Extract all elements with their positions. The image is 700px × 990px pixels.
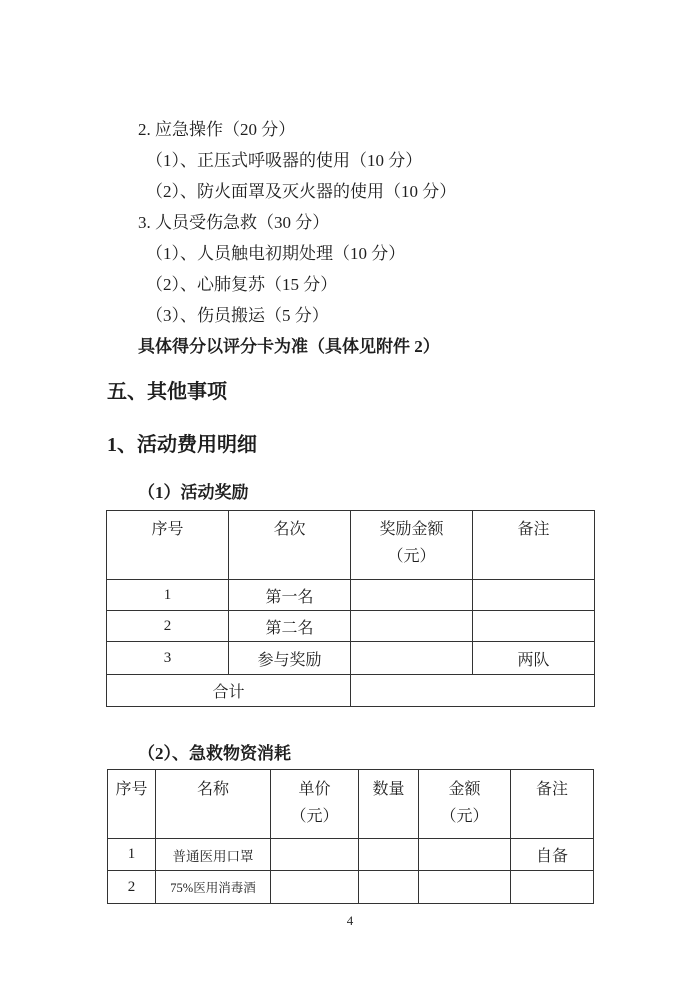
header-label: 金额 <box>448 781 481 798</box>
table-row <box>108 871 594 904</box>
outline-subitem: （3）、伤员搬运（5 分） <box>146 306 329 325</box>
award-table-title: （1）活动奖励 <box>138 483 249 502</box>
header-unit <box>108 803 155 830</box>
header-unit <box>156 803 270 830</box>
outline-item: 3. 人员受伤急救（30 分） <box>138 213 330 232</box>
cell-price <box>271 839 359 871</box>
supplies-header-price <box>271 770 359 839</box>
header-label: 序号 <box>115 781 148 798</box>
outline-subitem: （1）、人员触电初期处理（10 分） <box>146 244 406 263</box>
award-header-amount <box>351 511 473 580</box>
table-row <box>107 642 595 675</box>
page-number: 4 <box>346 913 354 928</box>
header-label: 备注 <box>535 781 568 798</box>
supplies-header-no <box>108 770 156 839</box>
cell-name: 75%医用消毒酒 <box>156 871 271 904</box>
supplies-table-title: （2）、急救物资消耗 <box>138 744 291 763</box>
outline-item: 2. 应急操作（20 分） <box>138 120 296 139</box>
supplies-table <box>107 769 594 904</box>
header-unit: （元） <box>387 548 436 565</box>
cell-amount <box>419 839 511 871</box>
header-label: 备注 <box>517 521 550 538</box>
header-unit <box>107 543 228 570</box>
cell-no: 2 <box>107 611 229 642</box>
cell-qty <box>359 839 419 871</box>
supplies-header-row <box>108 770 594 839</box>
outline-subitem: （2）、防火面罩及灭火器的使用（10 分） <box>146 182 457 201</box>
supplies-header-amount <box>419 770 511 839</box>
award-header-row <box>107 511 595 580</box>
cell-rank: 第一名 <box>229 580 351 611</box>
cell-no: 2 <box>108 871 156 904</box>
cell-amount <box>351 580 473 611</box>
cell-note: 两队 <box>473 642 595 675</box>
header-label: 奖励金额 <box>379 521 444 538</box>
cell-no: 1 <box>107 580 229 611</box>
table-row <box>107 580 595 611</box>
cell-note <box>473 611 595 642</box>
total-value <box>351 675 595 707</box>
header-unit <box>359 803 418 830</box>
header-label: 数量 <box>372 781 405 798</box>
cell-note: 自备 <box>511 839 594 871</box>
supplies-header-name <box>156 770 271 839</box>
cell-rank: 参与奖励 <box>229 642 351 675</box>
subsection-heading: 1、活动费用明细 <box>107 434 257 456</box>
header-unit <box>473 543 594 570</box>
award-table <box>106 510 595 707</box>
cell-note <box>473 580 595 611</box>
header-unit: （元） <box>440 808 489 825</box>
supplies-header-qty <box>359 770 419 839</box>
header-unit <box>511 803 593 830</box>
cell-no: 3 <box>107 642 229 675</box>
header-label: 名次 <box>273 521 306 538</box>
header-unit: （元） <box>290 808 339 825</box>
header-unit <box>229 543 350 570</box>
header-label: 序号 <box>151 521 184 538</box>
section-heading: 五、其他事项 <box>107 381 227 403</box>
table-row <box>108 839 594 871</box>
header-label: 单价 <box>298 781 331 798</box>
total-row <box>107 675 595 707</box>
cell-note <box>511 871 594 904</box>
cell-amount <box>419 871 511 904</box>
cell-amount <box>351 642 473 675</box>
outline-subitem: （2）、心肺复苏（15 分） <box>146 275 338 294</box>
cell-qty <box>359 871 419 904</box>
cell-no: 1 <box>108 839 156 871</box>
cell-rank: 第二名 <box>229 611 351 642</box>
award-header-rank <box>229 511 351 580</box>
scoring-note: 具体得分以评分卡为准（具体见附件 2） <box>138 337 440 356</box>
cell-amount <box>351 611 473 642</box>
header-label: 名称 <box>196 781 229 798</box>
outline-subitem: （1）、正压式呼吸器的使用（10 分） <box>146 151 423 170</box>
cell-name: 普通医用口罩 <box>156 839 271 871</box>
supplies-header-note <box>511 770 594 839</box>
award-header-note <box>473 511 595 580</box>
award-header-no <box>107 511 229 580</box>
total-label: 合计 <box>107 675 351 707</box>
table-row <box>107 611 595 642</box>
cell-price <box>271 871 359 904</box>
